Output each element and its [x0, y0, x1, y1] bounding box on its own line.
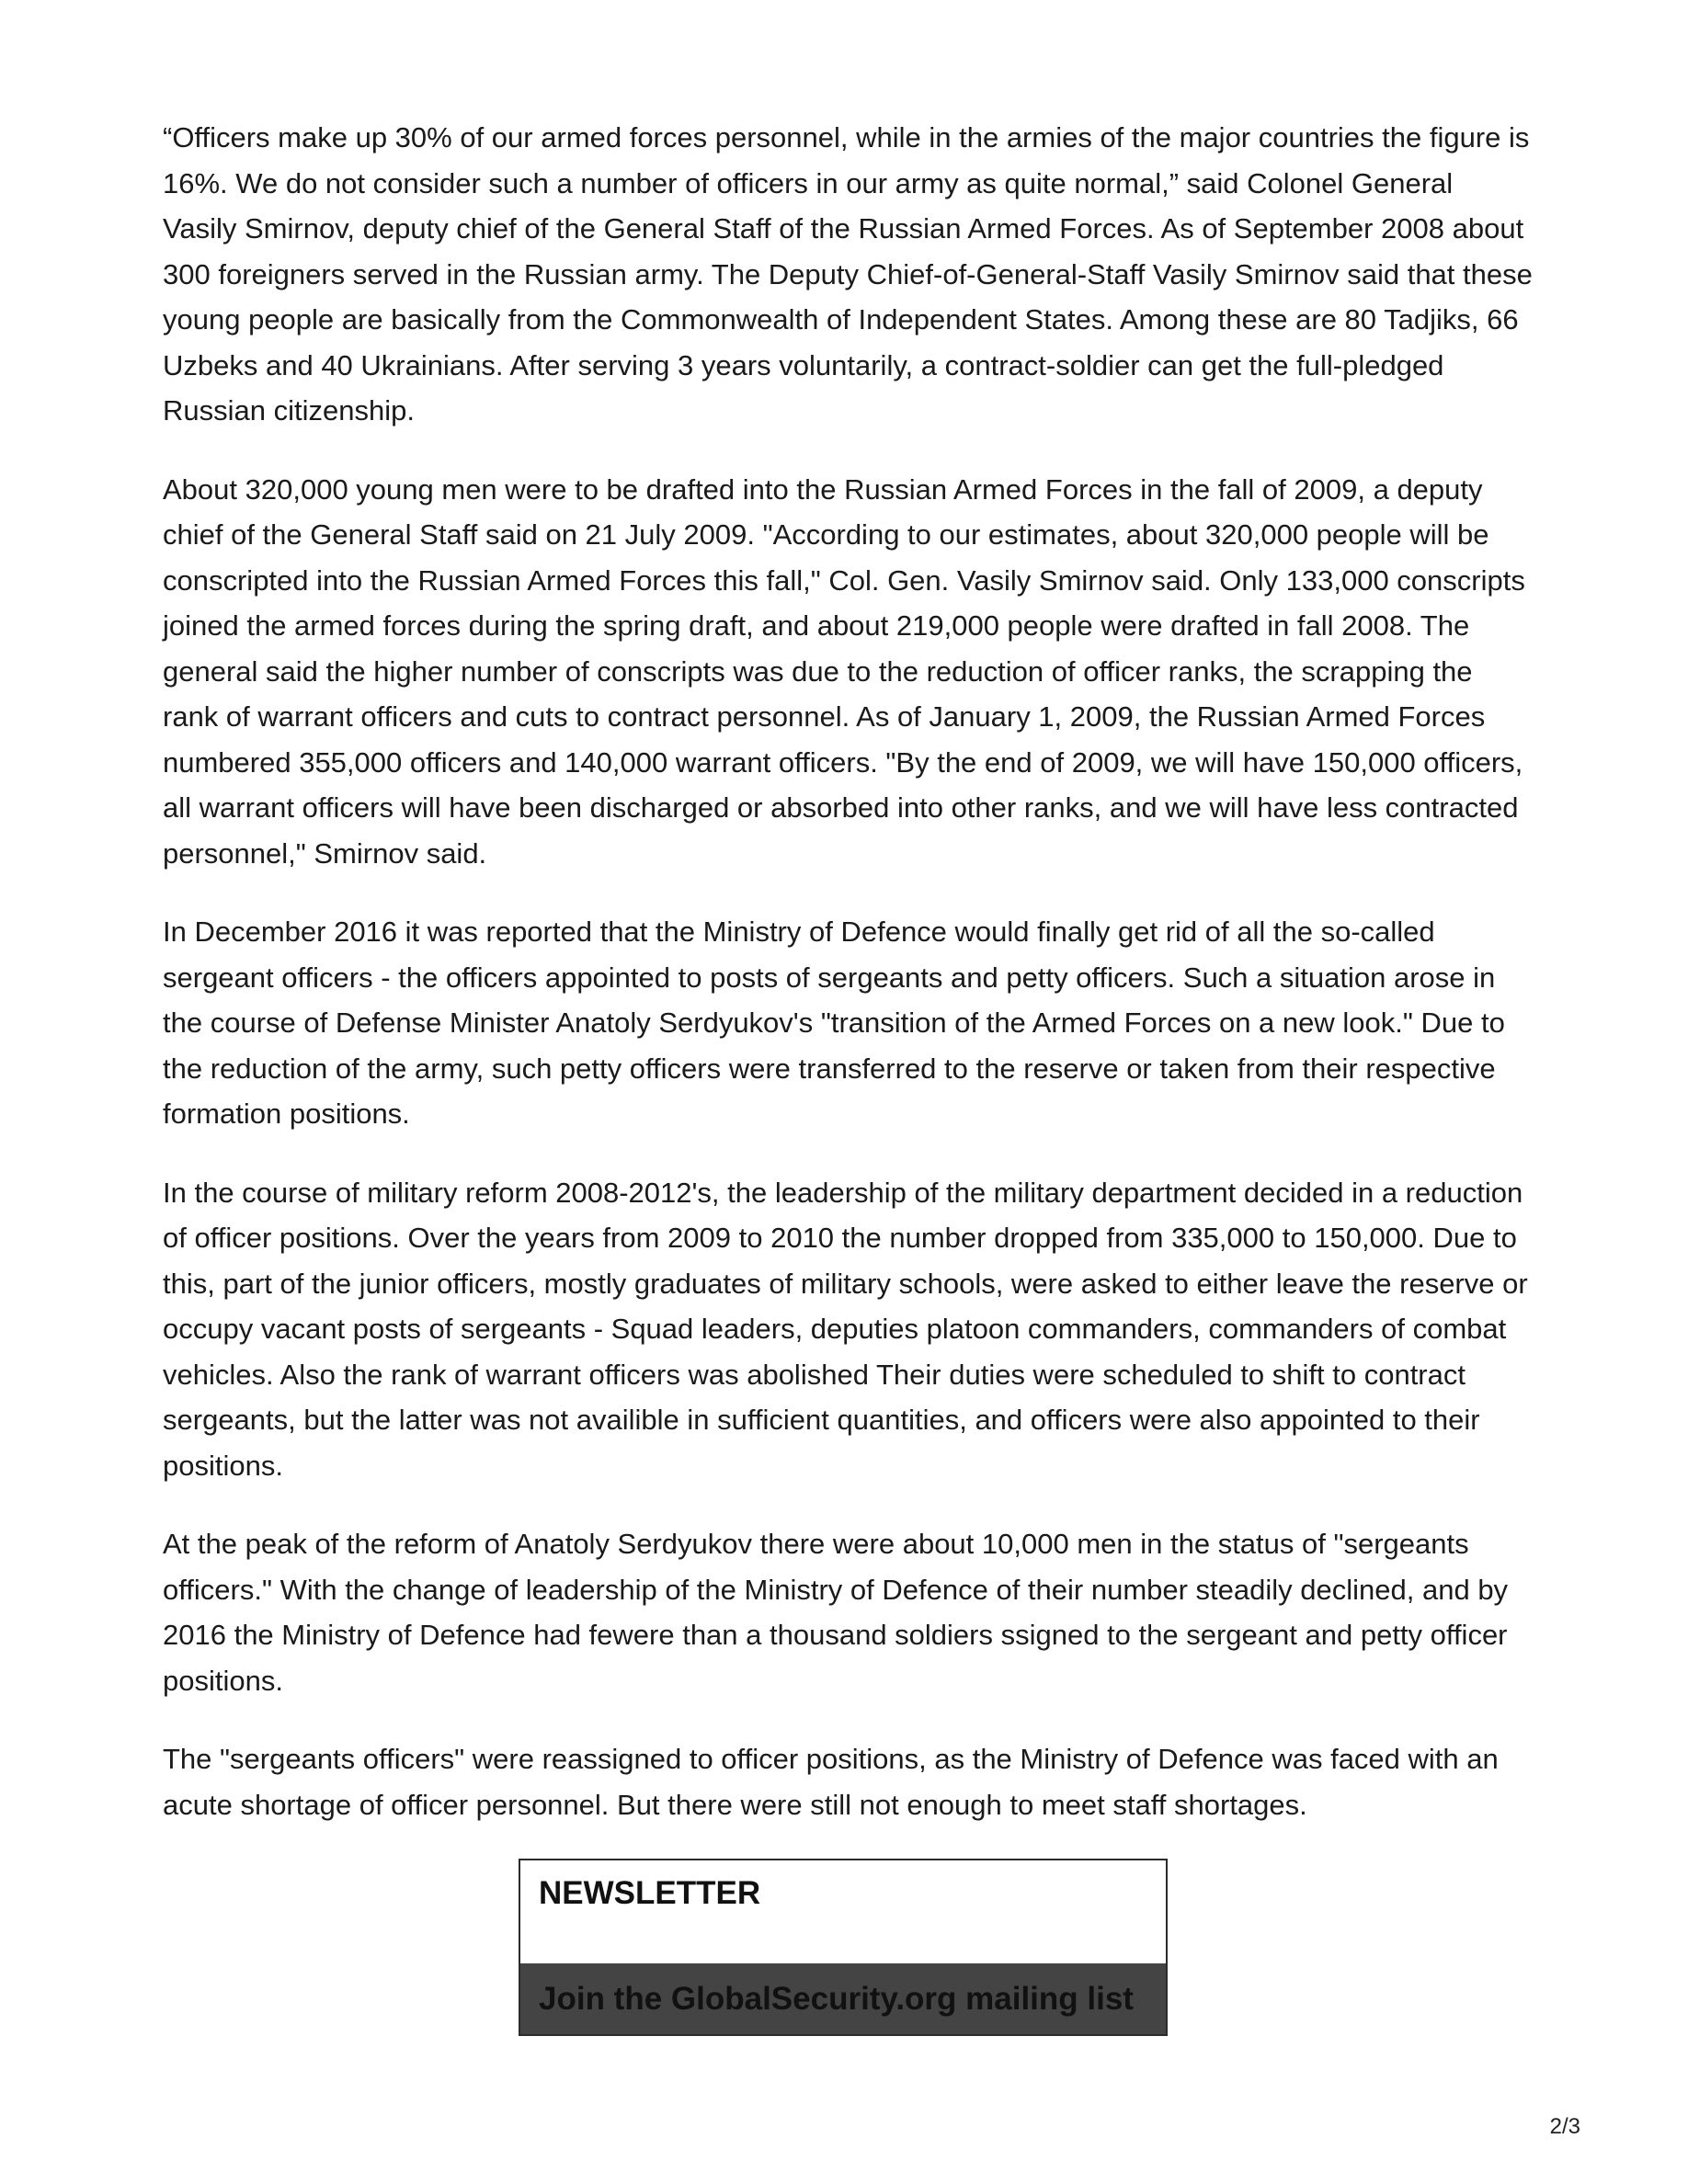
newsletter-box: [519, 1859, 1168, 2036]
newsletter-join-bar[interactable]: [520, 1963, 1166, 2034]
newsletter-title: NEWSLETTER: [539, 1875, 761, 1911]
page-number: 2/3: [1549, 2114, 1580, 2139]
newsletter-join-link[interactable]: Join the GlobalSecurity.org mailing list: [539, 1980, 1134, 2017]
article-paragraph: In December 2016 it was reported that the Ministry of Defence would finally get rid of all the so-called sergeant officers - the officers appointed to posts of sergeants and petty officers. Such a situation arose in the course of Defense Minister Anatoly Serdyukov's "transition of the Armed Forces on a new look." Due to the reduction of the army, such petty officers were transferred to the reserve or taken from their respective formation positions.: [163, 916, 1505, 1130]
article-paragraph: The "sergeants officers" were reassigned to officer positions, as the Ministry of Defence was faced with an acute shortage of officer personnel. But there were still not enough to meet staff shortages.: [163, 1743, 1499, 1821]
article-paragraph: In the course of military reform 2008-2012's, the leadership of the military department decided in a reduction of officer positions. Over the years from 2009 to 2010 the number dropped from 335,000 to 150,000. Due to this, part of the junior officers, mostly graduates of military schools, were asked to either leave the reserve or occupy vacant posts of sergeants - Squad leaders, deputies platoon commanders, commanders of combat vehicles. Also the rank of warrant officers was abolished Their duties were scheduled to shift to contract sergeants, but the latter was not availible in sufficient quantities, and officers were also appointed to their positions.: [163, 1176, 1528, 1482]
article-body: [163, 115, 1533, 1860]
article-paragraph: “Officers make up 30% of our armed forces personnel, while in the armies of the major countries the figure is 16%. We do not consider such a number of officers in our army as quite normal,” said Colonel General Vasily Smirnov, deputy chief of the General Staff of the Russian Armed Forces. As of September 2008 about 300 foreigners served in the Russian army. The Deputy Chief-of-General-Staff Vasily Smirnov said that these young people are basically from the Commonwealth of Independent States. Among these are 80 Tadjiks, 66 Uzbeks and 40 Ukrainians. After serving 3 years voluntarily, a contract-soldier can get the full-pledged Russian citizenship.: [163, 121, 1533, 427]
article-paragraph: About 320,000 young men were to be drafted into the Russian Armed Forces in the fall of 2009, a deputy chief of the General Staff said on 21 July 2009. "According to our estimates, about 320,000 people will be conscripted into the Russian Armed Forces this fall," Col. Gen. Vasily Smirnov said. Only 133,000 conscripts joined the armed forces during the spring draft, and about 219,000 people were drafted in fall 2008. The general said the higher number of conscripts was due to the reduction of officer ranks, the scrapping the rank of warrant officers and cuts to contract personnel. As of January 1, 2009, the Russian Armed Forces numbered 355,000 officers and 140,000 warrant officers. "By the end of 2009, we will have 150,000 officers, all warrant officers will have been discharged or absorbed into other ranks, and we will have less contracted personnel," Smirnov said.: [163, 472, 1525, 870]
article-paragraph: At the peak of the reform of Anatoly Serdyukov there were about 10,000 men in the status of "sergeants officers." With the change of leadership of the Ministry of Defence of their number steadily declined, and by 2016 the Ministry of Defence had fewere than a thousand soldiers ssigned to the sergeant and petty officer positions.: [163, 1528, 1509, 1697]
